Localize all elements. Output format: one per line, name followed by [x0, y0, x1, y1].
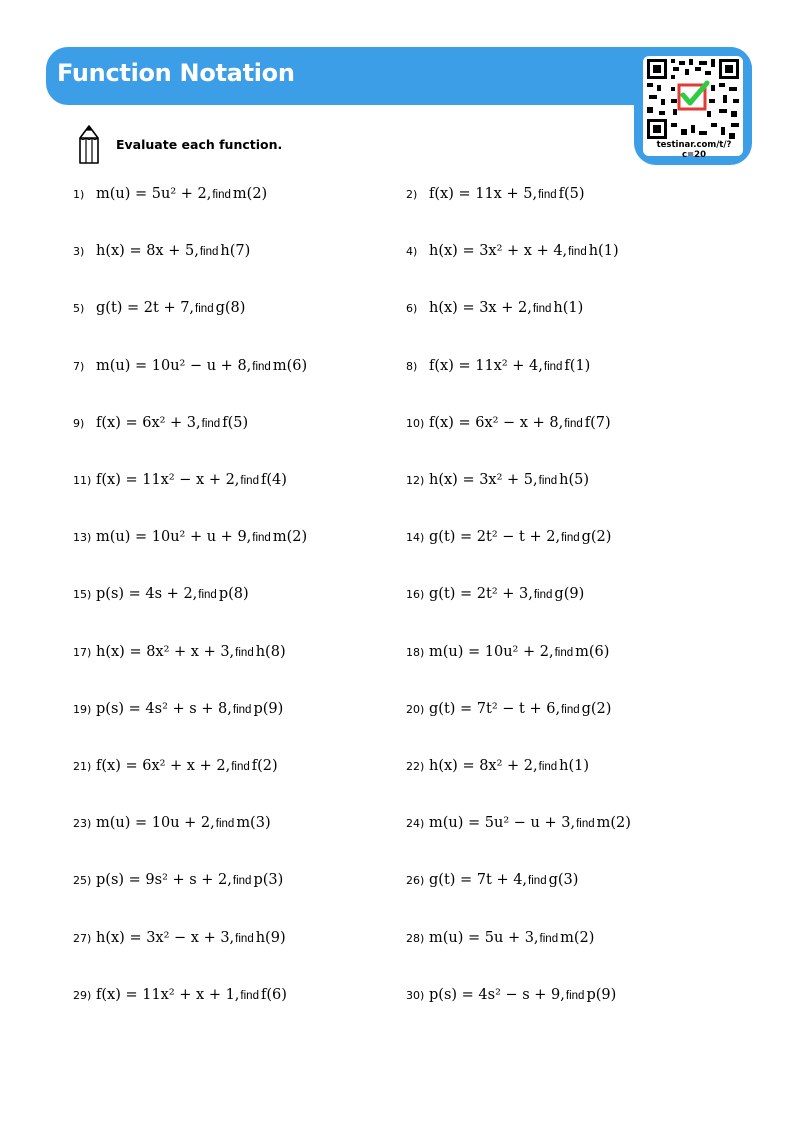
- function-expression: m(u) = 10u² − u + 8,: [96, 357, 252, 374]
- function-expression: g(t) = 2t² + 3,: [429, 586, 533, 603]
- problem-item: [73, 243, 250, 259]
- problem-number: 5): [73, 302, 85, 316]
- problem-item: [73, 930, 286, 946]
- problem-number: 25): [73, 874, 92, 888]
- evaluate-target: f(7): [584, 414, 611, 431]
- function-expression: f(x) = 11x² + 4,: [429, 357, 543, 374]
- evaluate-target: h(7): [220, 243, 251, 260]
- problem-number: 3): [73, 245, 85, 259]
- find-label: find: [533, 589, 553, 602]
- evaluate-target: f(5): [222, 414, 249, 431]
- problem-item: [73, 815, 271, 831]
- problem-number: 18): [406, 645, 425, 659]
- function-expression: m(u) = 5u + 3,: [429, 929, 539, 946]
- qr-url: testinar.com/t/?c=20: [656, 140, 732, 160]
- find-label: find: [568, 246, 587, 259]
- function-expression: p(s) = 4s + 2,: [96, 586, 198, 603]
- problem-item: [73, 872, 283, 888]
- problem-item: [73, 415, 248, 431]
- find-label: find: [561, 532, 580, 545]
- find-label: find: [215, 818, 235, 831]
- problem-number: 15): [73, 588, 92, 602]
- problem-number: 10): [406, 416, 425, 430]
- evaluate-target: h(8): [255, 643, 286, 660]
- problem-number: 4): [406, 245, 418, 259]
- evaluate-target: g(9): [554, 586, 585, 603]
- function-expression: p(s) = 9s² + s + 2,: [96, 872, 232, 889]
- problem-number: 27): [73, 931, 92, 945]
- find-label: find: [528, 875, 547, 888]
- function-expression: f(x) = 11x² + x + 1,: [96, 986, 240, 1003]
- function-expression: f(x) = 11x² − x + 2,: [96, 472, 240, 488]
- find-label: find: [252, 532, 271, 545]
- problem-number: 11): [73, 474, 92, 487]
- problem-item: [73, 472, 287, 488]
- evaluate-target: h(5): [559, 472, 590, 488]
- find-label: find: [195, 303, 214, 316]
- problem-number: 16): [406, 588, 425, 602]
- evaluate-target: h(1): [553, 300, 584, 317]
- problem-number: 17): [73, 645, 92, 659]
- evaluate-target: g(8): [215, 300, 246, 317]
- evaluate-target: m(2): [560, 929, 595, 946]
- function-expression: g(t) = 7t² − t + 6,: [429, 700, 561, 717]
- problem-number: 20): [406, 702, 425, 716]
- qr-code-icon[interactable]: [647, 59, 739, 139]
- evaluate-target: m(6): [575, 643, 610, 660]
- find-label: find: [199, 246, 219, 259]
- evaluate-target: p(3): [253, 872, 284, 889]
- find-label: find: [576, 818, 595, 831]
- problem-number: 28): [406, 931, 425, 945]
- find-label: find: [564, 417, 583, 430]
- problem-number: 7): [73, 359, 85, 373]
- problem-item: [73, 987, 287, 1003]
- problem-item: [406, 987, 616, 1003]
- find-label: find: [543, 360, 563, 373]
- evaluate-target: g(2): [581, 529, 612, 546]
- problem-number: 14): [406, 531, 425, 545]
- problem-number: 24): [406, 817, 425, 831]
- problem-item: [406, 758, 589, 774]
- problem-item: [73, 300, 245, 316]
- evaluate-target: h(1): [559, 758, 590, 774]
- find-label: find: [539, 932, 559, 945]
- find-label: find: [198, 589, 217, 602]
- function-expression: h(x) = 8x + 5,: [96, 243, 199, 260]
- evaluate-target: p(9): [586, 986, 617, 1003]
- find-label: find: [232, 703, 252, 716]
- evaluate-target: p(8): [218, 586, 249, 603]
- evaluate-target: g(2): [581, 700, 612, 717]
- evaluate-target: h(1): [588, 243, 619, 260]
- find-label: find: [561, 703, 580, 716]
- evaluate-target: h(9): [255, 929, 286, 946]
- problem-number: 8): [406, 359, 418, 373]
- function-expression: g(t) = 2t² − t + 2,: [429, 529, 561, 546]
- problem-item: [406, 586, 584, 602]
- problem-item: [73, 358, 307, 374]
- problem-number: 21): [73, 760, 92, 773]
- function-expression: h(x) = 3x² + 5,: [429, 472, 538, 488]
- find-label: find: [538, 761, 558, 773]
- problem-number: 29): [73, 988, 92, 1002]
- problem-item: [73, 644, 286, 660]
- evaluate-target: m(6): [272, 357, 308, 374]
- find-label: find: [252, 360, 271, 373]
- problem-item: [73, 586, 249, 602]
- function-expression: p(s) = 4s² − s + 9,: [429, 986, 565, 1003]
- problem-item: [406, 472, 589, 488]
- evaluate-target: f(5): [558, 186, 585, 202]
- problem-number: 6): [406, 302, 418, 316]
- problem-item: [406, 243, 619, 259]
- problem-item: [406, 186, 585, 202]
- problem-item: [406, 529, 611, 545]
- evaluate-target: g(3): [548, 872, 579, 889]
- function-expression: h(x) = 3x² − x + 3,: [96, 929, 235, 946]
- problem-number: 9): [73, 416, 85, 430]
- function-expression: g(t) = 2t + 7,: [96, 300, 195, 317]
- find-label: find: [235, 932, 254, 945]
- problem-number: 22): [406, 760, 425, 773]
- find-label: find: [231, 761, 250, 773]
- evaluate-target: f(2): [251, 758, 278, 774]
- evaluate-target: m(2): [272, 529, 308, 546]
- problem-number: 13): [73, 531, 92, 545]
- function-expression: p(s) = 4s² + s + 8,: [96, 700, 232, 717]
- evaluate-target: m(2): [232, 186, 268, 202]
- evaluate-target: f(1): [564, 357, 591, 374]
- problem-item: [406, 701, 611, 717]
- find-label: find: [240, 475, 259, 487]
- pencil-icon: [78, 124, 100, 164]
- problem-item: [406, 815, 631, 831]
- find-label: find: [554, 646, 574, 659]
- find-label: find: [538, 189, 557, 201]
- find-label: find: [532, 303, 552, 316]
- function-expression: g(t) = 7t + 4,: [429, 872, 528, 889]
- find-label: find: [232, 875, 252, 888]
- problem-number: 30): [406, 988, 425, 1002]
- problem-item: [73, 758, 278, 774]
- problem-number: 26): [406, 874, 425, 888]
- problem-number: 1): [73, 188, 85, 201]
- evaluate-target: f(4): [260, 472, 287, 488]
- function-expression: f(x) = 6x² + x + 2,: [96, 758, 231, 774]
- problem-number: 23): [73, 817, 92, 831]
- function-expression: h(x) = 3x² + x + 4,: [429, 243, 568, 260]
- function-expression: h(x) = 3x + 2,: [429, 300, 532, 317]
- problem-number: 12): [406, 474, 425, 487]
- function-expression: h(x) = 8x² + 2,: [429, 758, 538, 774]
- problem-item: [406, 930, 594, 946]
- instructions: Evaluate each function.: [116, 137, 283, 152]
- problem-item: [406, 644, 609, 660]
- page-title: Function Notation: [57, 59, 295, 87]
- problem-item: [406, 300, 583, 316]
- function-expression: m(u) = 10u² + u + 9,: [96, 529, 252, 546]
- problem-item: [406, 415, 611, 431]
- find-label: find: [240, 989, 259, 1002]
- find-label: find: [538, 475, 558, 487]
- evaluate-target: f(6): [260, 986, 287, 1003]
- function-expression: m(u) = 10u² + 2,: [429, 643, 554, 660]
- function-expression: m(u) = 10u + 2,: [96, 815, 215, 832]
- function-expression: m(u) = 5u² − u + 3,: [429, 815, 576, 832]
- find-label: find: [212, 189, 231, 201]
- find-label: find: [201, 417, 221, 430]
- problem-item: [406, 872, 578, 888]
- function-expression: f(x) = 6x² − x + 8,: [429, 414, 564, 431]
- problem-item: [73, 529, 307, 545]
- problem-item: [73, 701, 283, 717]
- function-expression: f(x) = 11x + 5,: [429, 186, 538, 202]
- evaluate-target: p(9): [253, 700, 284, 717]
- function-expression: h(x) = 8x² + x + 3,: [96, 643, 235, 660]
- evaluate-target: m(3): [236, 815, 271, 832]
- problem-number: 19): [73, 702, 92, 716]
- evaluate-target: m(2): [596, 815, 631, 832]
- function-expression: f(x) = 6x² + 3,: [96, 414, 201, 431]
- problem-number: 2): [406, 188, 418, 201]
- find-label: find: [235, 646, 254, 659]
- problem-item: [73, 186, 267, 202]
- problem-item: [406, 358, 590, 374]
- find-label: find: [565, 989, 585, 1002]
- function-expression: m(u) = 5u² + 2,: [96, 186, 212, 202]
